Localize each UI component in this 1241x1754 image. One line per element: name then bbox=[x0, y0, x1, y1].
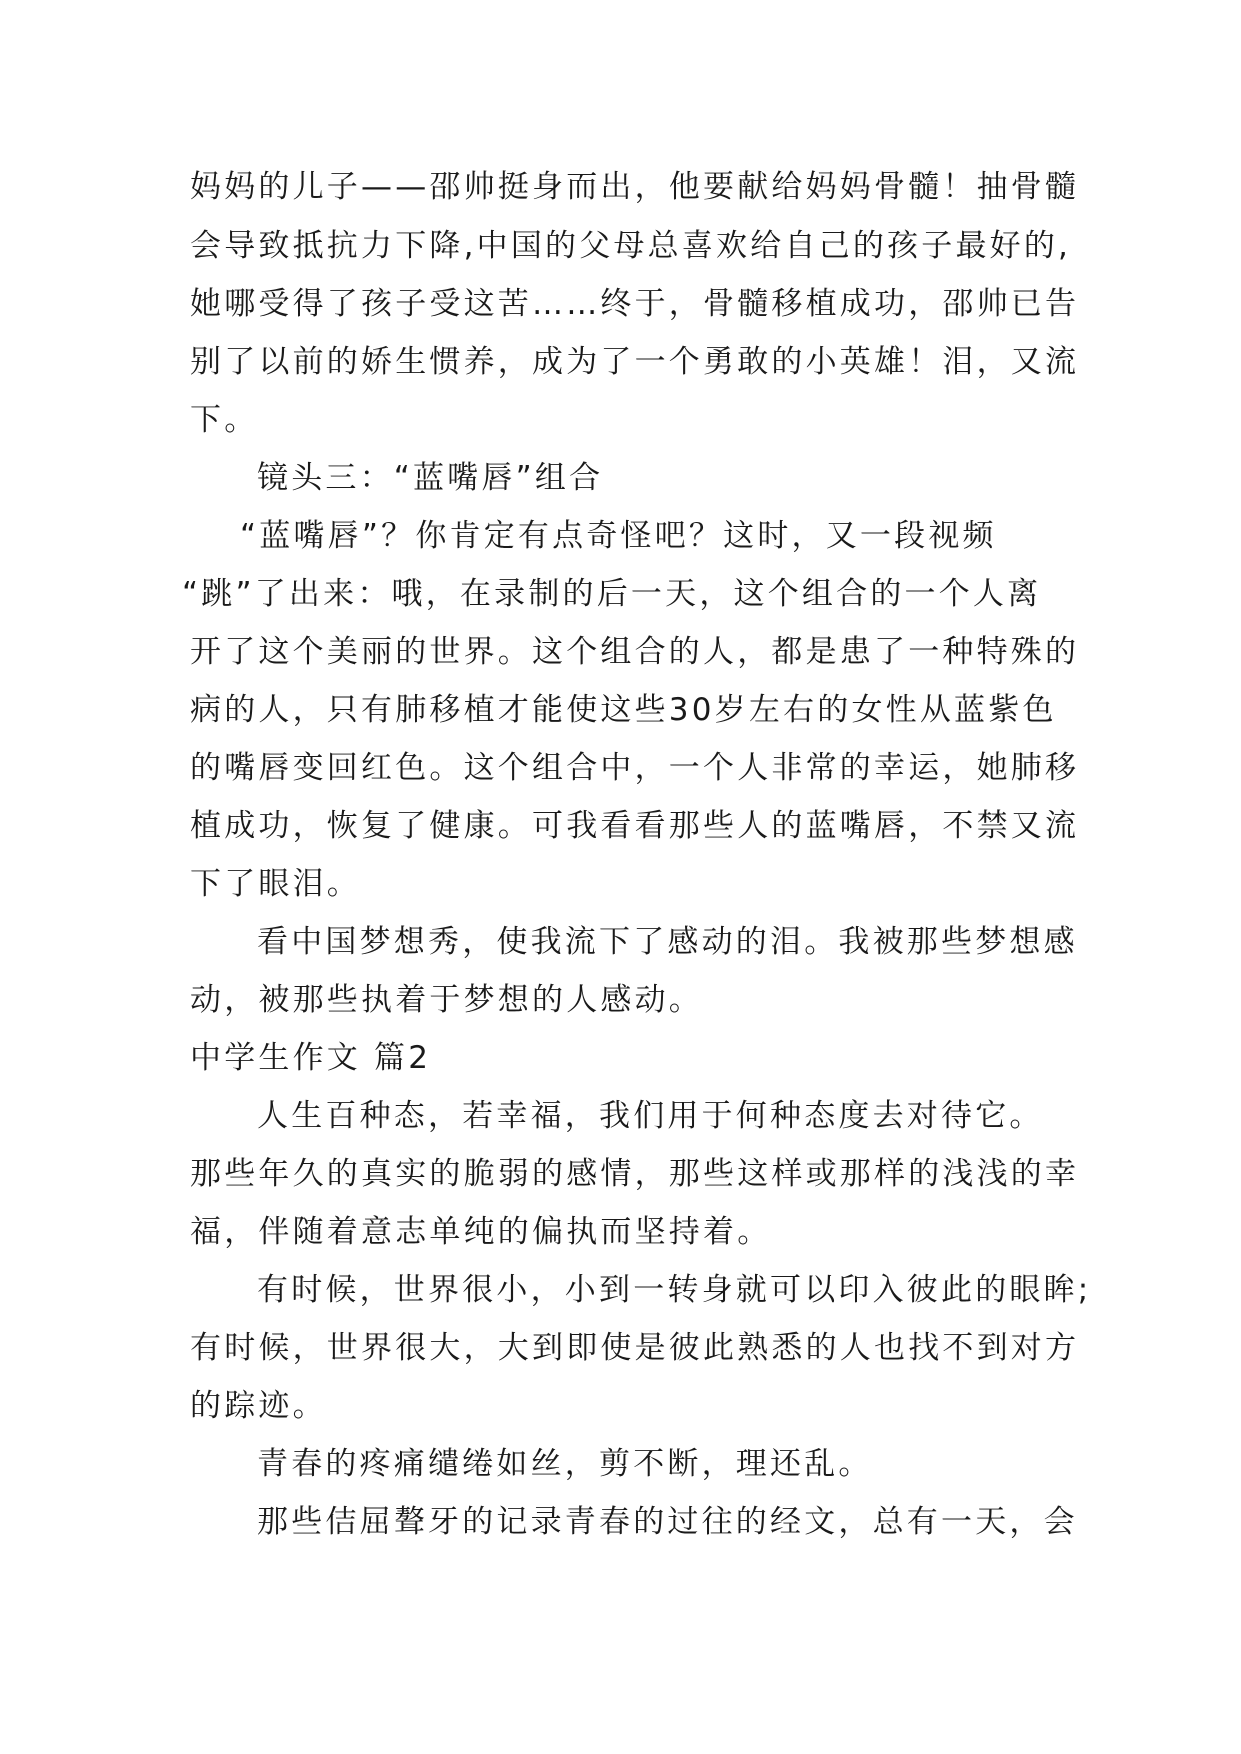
paragraph-line: 有时候，世界很大，大到即使是彼此熟悉的人也找不到对方 bbox=[190, 1330, 1080, 1366]
paragraph-line: 植成功，恢复了健康。可我看看那些人的蓝嘴唇，不禁又流 bbox=[190, 808, 1080, 844]
paragraph-line: “跳”了出来：哦，在录制的后一天，这个组合的一个人离 bbox=[182, 576, 1042, 612]
paragraph-line: 病的人，只有肺移植才能使这些30岁左右的女性从蓝紫色 bbox=[190, 692, 1057, 728]
paragraph-line: 有时候，世界很小，小到一转身就可以印入彼此的眼眸; bbox=[257, 1272, 1092, 1308]
paragraph-line: 下了眼泪。 bbox=[190, 866, 361, 902]
paragraph-line: 的嘴唇变回红色。这个组合中，一个人非常的幸运，她肺移 bbox=[190, 750, 1080, 786]
paragraph-line: 那些年久的真实的脆弱的感情，那些这样或那样的浅浅的幸 bbox=[190, 1156, 1080, 1192]
paragraph-line: 会导致抵抗力下降,中国的父母总喜欢给自己的孩子最好的, bbox=[190, 228, 1072, 264]
paragraph-line: “蓝嘴唇”？你肯定有点奇怪吧？这时，又一段视频 bbox=[240, 518, 997, 554]
section-heading: 镜头三：“蓝嘴唇”组合 bbox=[257, 460, 604, 496]
paragraph-line: 她哪受得了孩子受这苦……终于，骨髓移植成功，邵帅已告 bbox=[190, 286, 1080, 322]
paragraph-line: 的踪迹。 bbox=[190, 1388, 327, 1424]
paragraph-line: 动，被那些执着于梦想的人感动。 bbox=[190, 982, 703, 1018]
paragraph-line: 开了这个美丽的世界。这个组合的人，都是患了一种特殊的 bbox=[190, 634, 1080, 670]
paragraph-line: 妈妈的儿子——邵帅挺身而出，他要献给妈妈骨髓！抽骨髓 bbox=[190, 169, 1080, 205]
paragraph-line: 福，伴随着意志单纯的偏执而坚持着。 bbox=[190, 1214, 772, 1250]
paragraph-line: 人生百种态，若幸福，我们用于何种态度去对待它。 bbox=[257, 1098, 1044, 1134]
paragraph-line: 那些佶屈聱牙的记录青春的过往的经文，总有一天，会 bbox=[257, 1504, 1078, 1540]
article-title: 中学生作文 篇2 bbox=[190, 1040, 432, 1076]
paragraph-line: 看中国梦想秀，使我流下了感动的泪。我被那些梦想感 bbox=[257, 924, 1078, 960]
paragraph-line: 青春的疼痛缱绻如丝，剪不断，理还乱。 bbox=[257, 1446, 873, 1482]
paragraph-line: 别了以前的娇生惯养，成为了一个勇敢的小英雄！泪，又流 bbox=[190, 344, 1080, 380]
paragraph-line: 下。 bbox=[190, 402, 259, 438]
